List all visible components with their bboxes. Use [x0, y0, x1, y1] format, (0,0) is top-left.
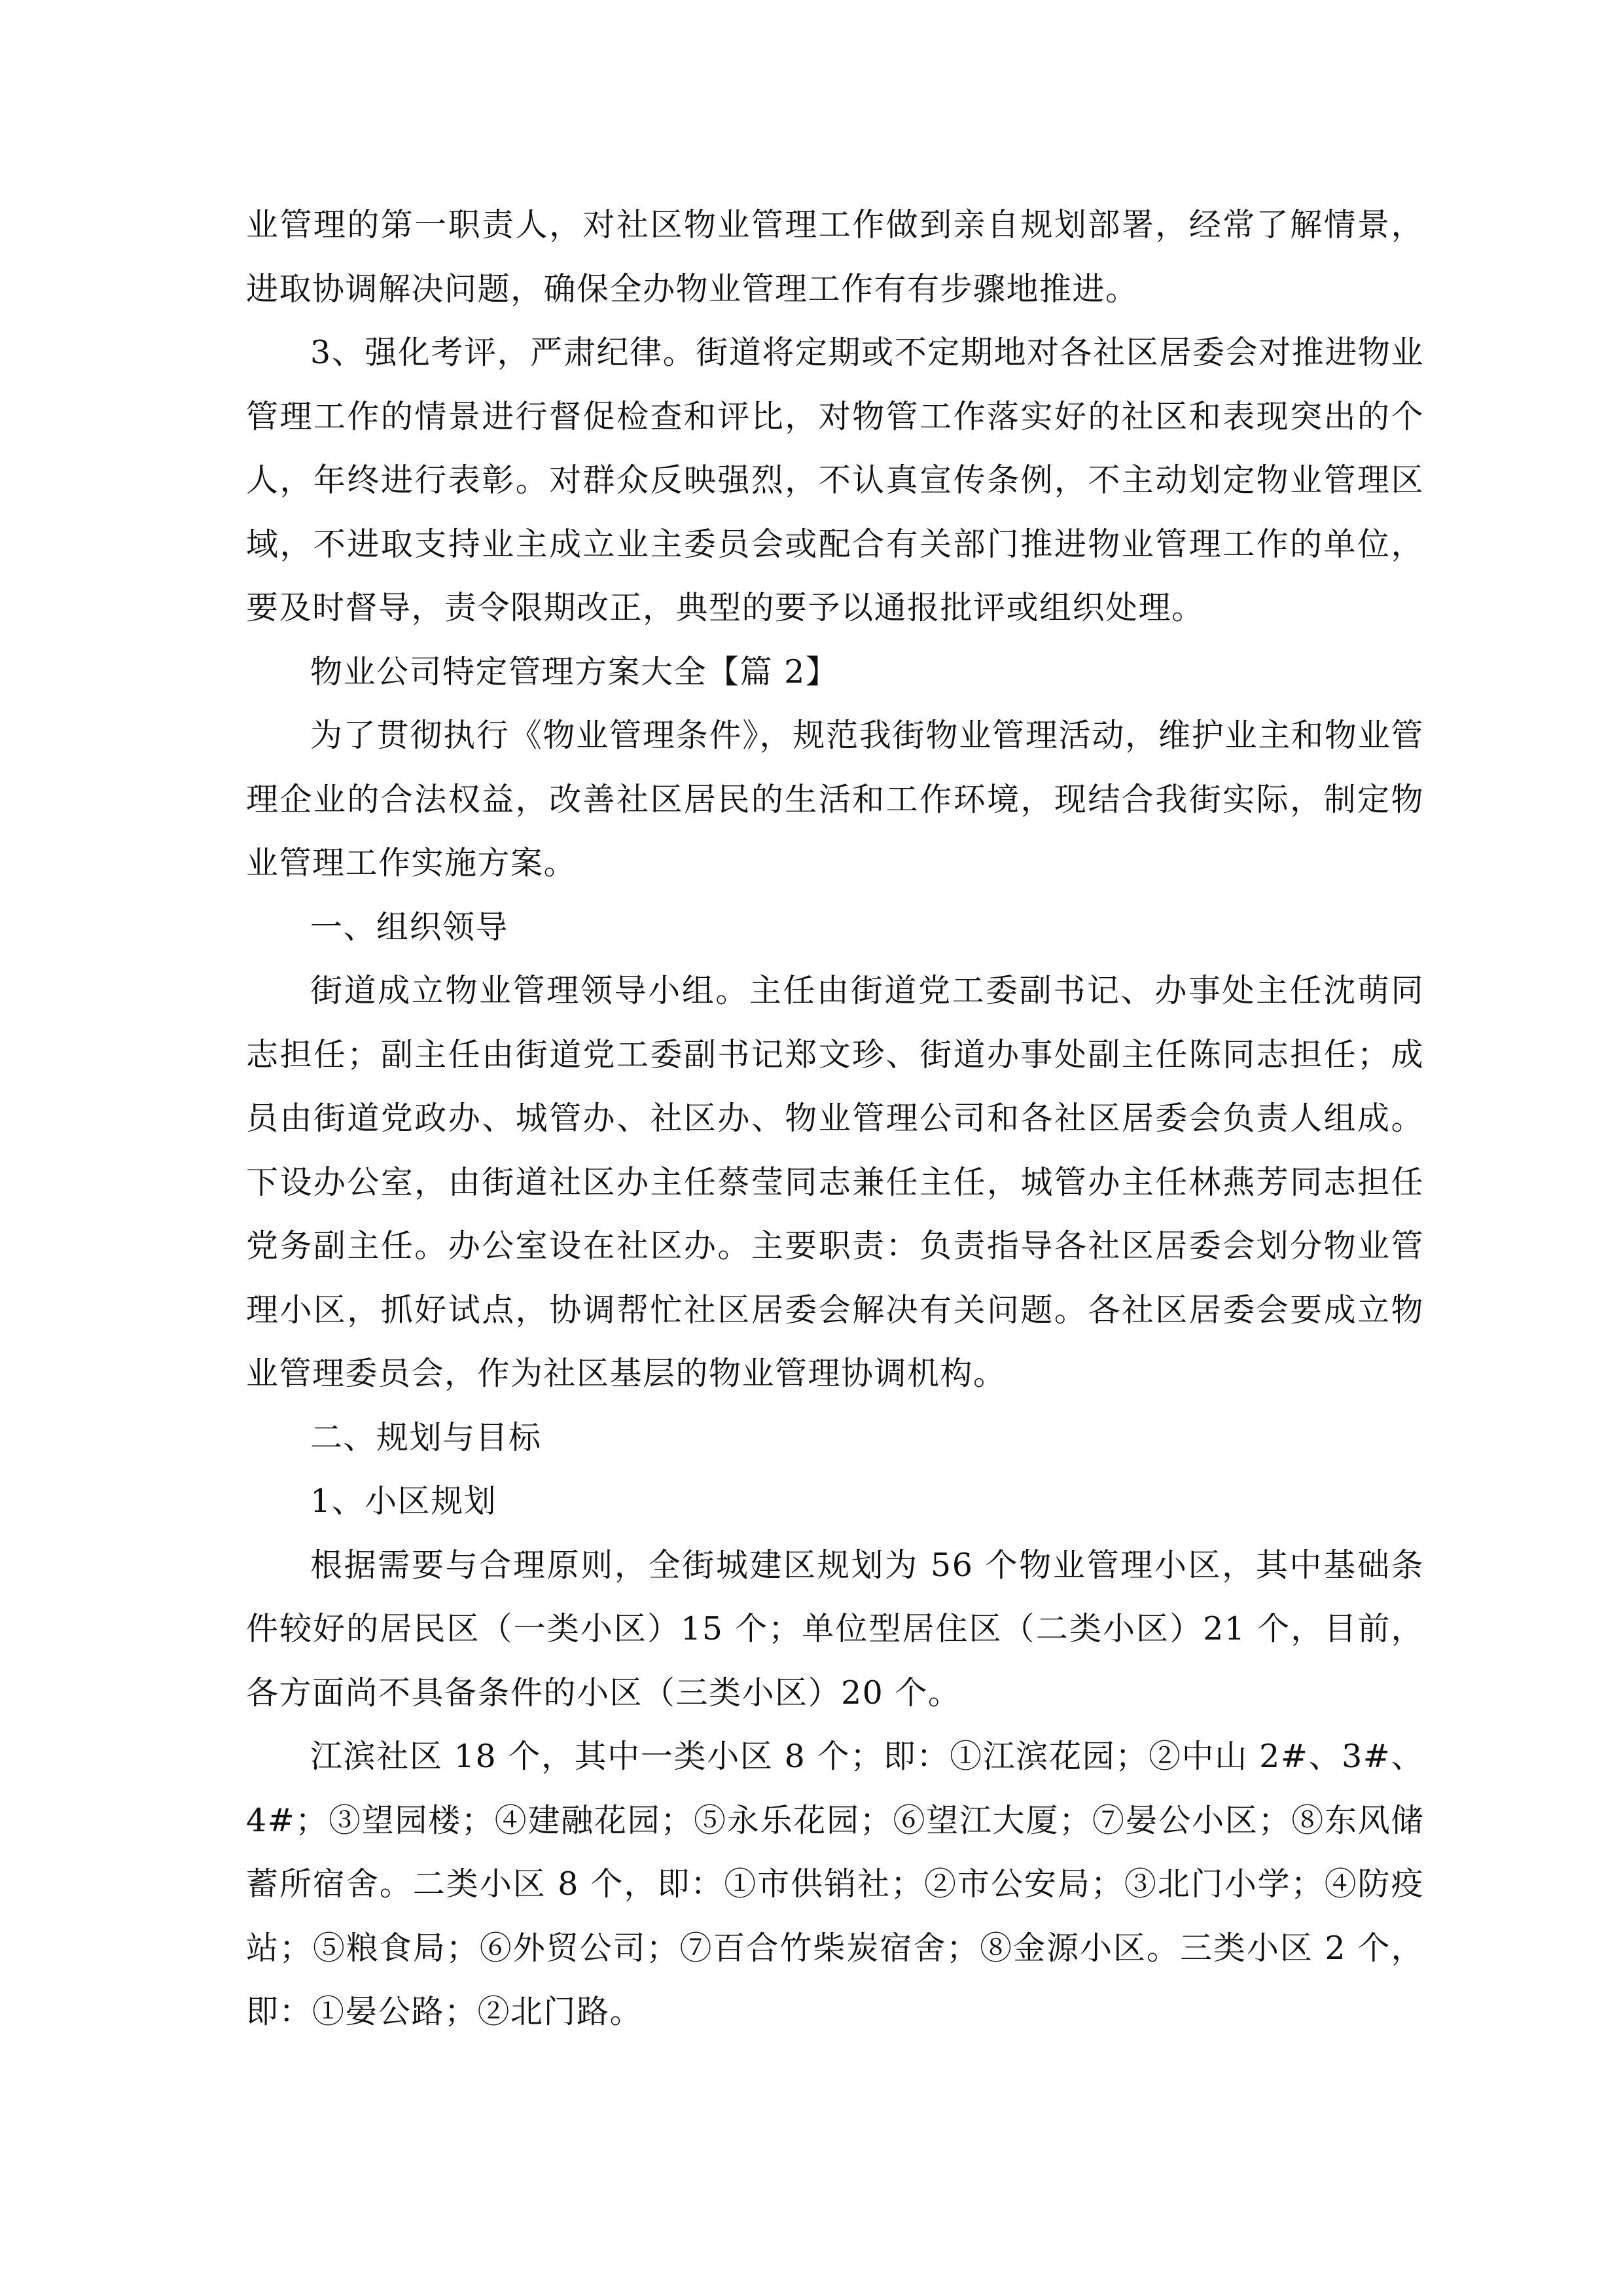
paragraph-jiangbin-community: 江滨社区 18 个，其中一类小区 8 个；即：①江滨花园；②中山 2#、3#、4#；③望园楼；④建融花园；⑤永乐花园；⑥望江大厦；⑦晏公小区；⑧东风储蓄所宿舍。二类小区 8 个，即：①市供销社；②市公安局；③北门小学；④防疫站；⑤粮食局；⑥外贸公司；⑦百合竹柴炭宿舍；⑧金源小区。三类小区 2 个，即：①晏公路；②北门路。 — [246, 1738, 1424, 2030]
subheading-community-planning: 1、小区规划 — [310, 1482, 497, 1520]
heading-planning: 二、规划与目标 — [310, 1418, 542, 1456]
heading-organization: 一、组织领导 — [310, 908, 509, 946]
document-body — [246, 193, 1424, 2044]
paragraph-discipline: 3、强化考评，严肃纪律。街道将定期或不定期地对各社区居委会对推进物业管理工作的情景进行督促检查和评比，对物管工作落实好的社区和表现突出的个人，年终进行表彰。对群众反映强烈，不认真宣传条例，不主动划定物业管理区域，不进取支持业主成立业主委员会或配合有关部门推进物业管理工作的单位，要及时督导，责令限期改正，典型的要予以通报批评或组织处理。 — [246, 334, 1424, 626]
section-title: 物业公司特定管理方案大全【篇 2】 — [310, 653, 839, 691]
paragraph-organization: 街道成立物业管理领导小组。主任由街道党工委副书记、办事处主任沈萌同志担任；副主任由街道党工委副书记郑文珍、街道办事处副主任陈同志担任；成员由街道党政办、城管办、社区办、物业管理公司和各社区居委会负责人组成。下设办公室，由街道社区办主任蔡莹同志兼任主任，城管办主任林燕芳同志担任党务副主任。办公室设在社区办。主要职责：负责指导各社区居委会划分物业管理小区，抓好试点，协调帮忙社区居委会解决有关问题。各社区居委会要成立物业管理委员会，作为社区基层的物业管理协调机构。 — [246, 972, 1424, 1392]
paragraph-planning-summary: 根据需要与合理原则，全街城建区规划为 56 个物业管理小区，其中基础条件较好的居民区（一类小区）15 个；单位型居住区（二类小区）21 个，目前，各方面尚不具备条件的小区（三类小区）20 个。 — [246, 1546, 1424, 1712]
paragraph-continuation: 业管理的第一职责人，对社区物业管理工作做到亲自规划部署，经常了解情景，进取协调解决问题，确保全办物业管理工作有有步骤地推进。 — [246, 206, 1424, 308]
paragraph-intro: 为了贯彻执行《物业管理条件》，规范我街物业管理活动，维护业主和物业管理企业的合法权益，改善社区居民的生活和工作环境，现结合我街实际，制定物业管理工作实施方案。 — [246, 717, 1424, 882]
